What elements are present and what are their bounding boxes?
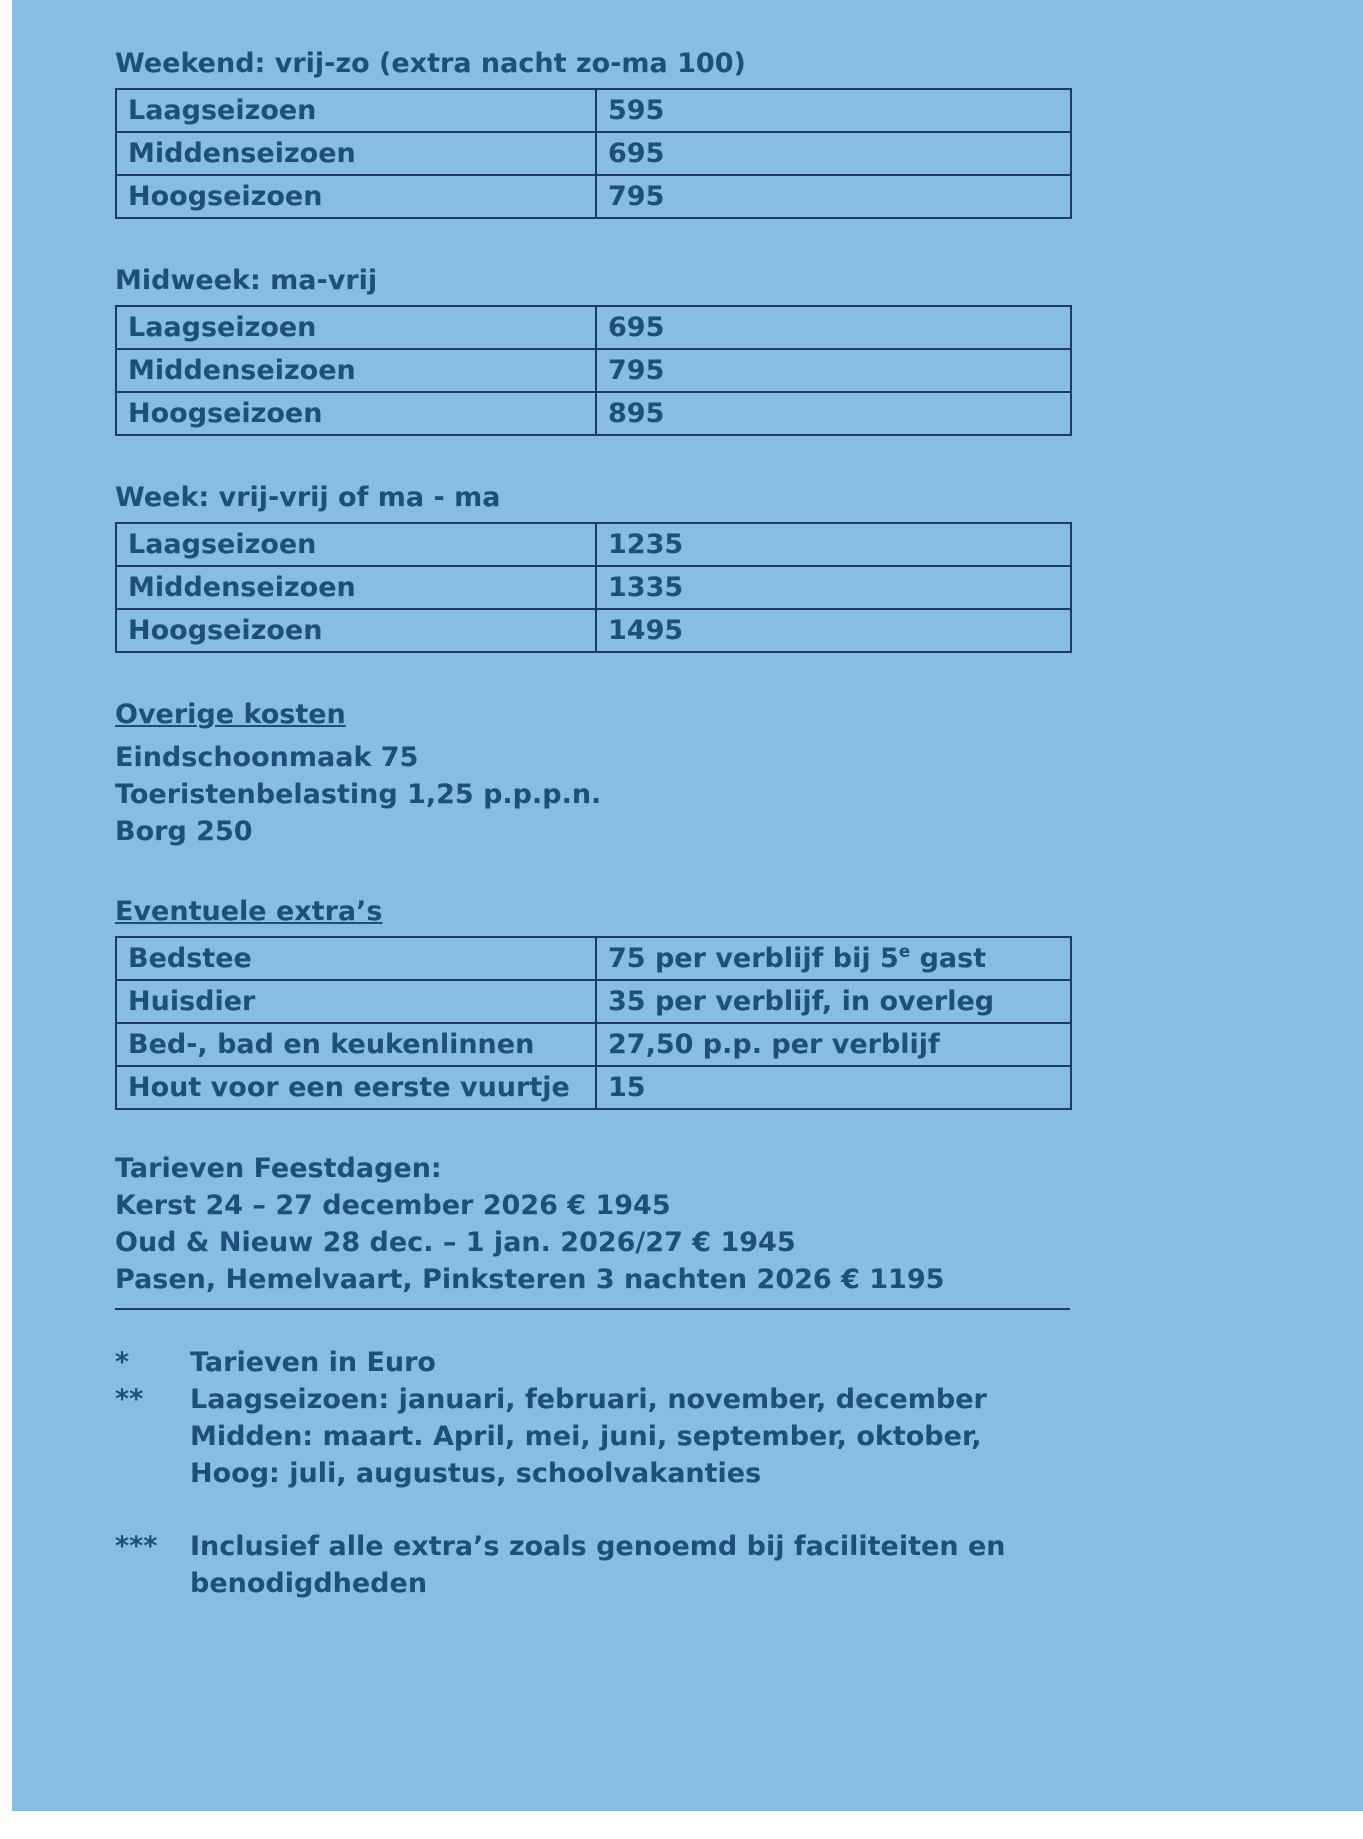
- footnote-marker: ***: [115, 1531, 158, 1562]
- other-costs-line: Eindschoonmaak 75: [115, 742, 419, 773]
- footnote-double-asterisk: [115, 1381, 1070, 1492]
- section-title-midweek: Midweek: ma-vrij: [115, 265, 378, 296]
- other-costs-line: Borg 250: [115, 816, 253, 847]
- table-row: [116, 1066, 1071, 1109]
- footnote-triple-asterisk: [115, 1528, 1070, 1602]
- season-label-cell: Middenseizoen: [116, 566, 596, 609]
- price-cell: 895: [596, 392, 1071, 435]
- document-page: [12, 0, 1363, 1811]
- extra-value-text-end: gast: [910, 943, 987, 974]
- extra-label-cell: Hout voor een eerste vuurtje: [116, 1066, 596, 1109]
- midweek-price-table: [115, 305, 1072, 436]
- section-holiday-tariffs: [115, 1150, 1070, 1310]
- footnotes: [115, 1344, 1070, 1602]
- season-label-cell: Hoogseizoen: [116, 609, 596, 652]
- season-label-cell: Hoogseizoen: [116, 175, 596, 218]
- price-cell: 695: [596, 132, 1071, 175]
- footnote-text: [190, 1344, 1070, 1381]
- table-row: [116, 1023, 1071, 1066]
- section-weekend: [115, 46, 1070, 219]
- table-row: [116, 89, 1071, 132]
- extra-value-cell: 35 per verblijf, in overleg: [596, 980, 1071, 1023]
- price-cell: 1335: [596, 566, 1071, 609]
- document-content: [12, 0, 1070, 1602]
- price-cell: 795: [596, 175, 1071, 218]
- extras-title: Eventuele extra’s: [115, 896, 383, 927]
- section-title-week: Week: vrij-vrij of ma - ma: [115, 482, 501, 513]
- season-label-cell: Middenseizoen: [116, 349, 596, 392]
- section-other-costs: [115, 697, 1070, 850]
- holiday-line: Kerst 24 – 27 december 2026 € 1945: [115, 1190, 671, 1221]
- holiday-line: Pasen, Hemelvaart, Pinksteren 3 nachten 2026 € 1195: [115, 1264, 945, 1295]
- footnote-line: Tarieven in Euro: [190, 1347, 436, 1378]
- table-row: [116, 566, 1071, 609]
- table-row: [116, 132, 1071, 175]
- footnote-marker: **: [115, 1384, 144, 1415]
- section-extras: [115, 894, 1070, 1110]
- price-cell: 595: [596, 89, 1071, 132]
- table-row: [116, 349, 1071, 392]
- section-midweek: [115, 263, 1070, 436]
- season-label-cell: Laagseizoen: [116, 306, 596, 349]
- section-title-weekend: Weekend: vrij-zo (extra nacht zo-ma 100): [115, 48, 746, 79]
- footnote-line: Hoog: juli, augustus, schoolvakanties: [190, 1458, 762, 1489]
- week-price-table: [115, 522, 1072, 653]
- table-row: [116, 609, 1071, 652]
- table-row: [116, 937, 1071, 980]
- table-row: [116, 175, 1071, 218]
- extras-table: [115, 936, 1072, 1110]
- other-costs-title: Overige kosten: [115, 699, 346, 730]
- table-row: [116, 523, 1071, 566]
- footnote-line: Inclusief alle extra’s zoals genoemd bij faciliteiten en benodigdheden: [190, 1531, 1006, 1599]
- holiday-line: Oud & Nieuw 28 dec. – 1 jan. 2026/27 € 1945: [115, 1227, 796, 1258]
- season-label-cell: Laagseizoen: [116, 89, 596, 132]
- extra-label-cell: Huisdier: [116, 980, 596, 1023]
- price-cell: 695: [596, 306, 1071, 349]
- footnote-single-asterisk: [115, 1344, 1070, 1381]
- footnote-line: Midden: maart. April, mei, juni, september, oktober,: [190, 1421, 982, 1452]
- footnote-text: [190, 1528, 1070, 1602]
- extra-value-cell: [596, 937, 1071, 980]
- table-row: [116, 306, 1071, 349]
- extra-label-cell: Bedstee: [116, 937, 596, 980]
- footnote-marker: *: [115, 1347, 130, 1378]
- extra-label-cell: Bed-, bad en keukenlinnen: [116, 1023, 596, 1066]
- section-week: [115, 480, 1070, 653]
- extra-value-cell: 15: [596, 1066, 1071, 1109]
- other-costs-line: Toeristenbelasting 1,25 p.p.p.n.: [115, 779, 602, 810]
- footnote-text: [190, 1381, 1070, 1492]
- holidays-title: Tarieven Feestdagen:: [115, 1153, 442, 1184]
- season-label-cell: Middenseizoen: [116, 132, 596, 175]
- table-row: [116, 980, 1071, 1023]
- extra-value-text: 75 per verblijf bij 5: [608, 943, 899, 974]
- season-label-cell: Hoogseizoen: [116, 392, 596, 435]
- table-row: [116, 392, 1071, 435]
- footnote-line: Laagseizoen: januari, februari, november, december: [190, 1384, 987, 1415]
- superscript-e: e: [898, 941, 911, 961]
- price-cell: 1235: [596, 523, 1071, 566]
- extra-value-cell: 27,50 p.p. per verblijf: [596, 1023, 1071, 1066]
- weekend-price-table: [115, 88, 1072, 219]
- price-cell: 1495: [596, 609, 1071, 652]
- price-cell: 795: [596, 349, 1071, 392]
- season-label-cell: Laagseizoen: [116, 523, 596, 566]
